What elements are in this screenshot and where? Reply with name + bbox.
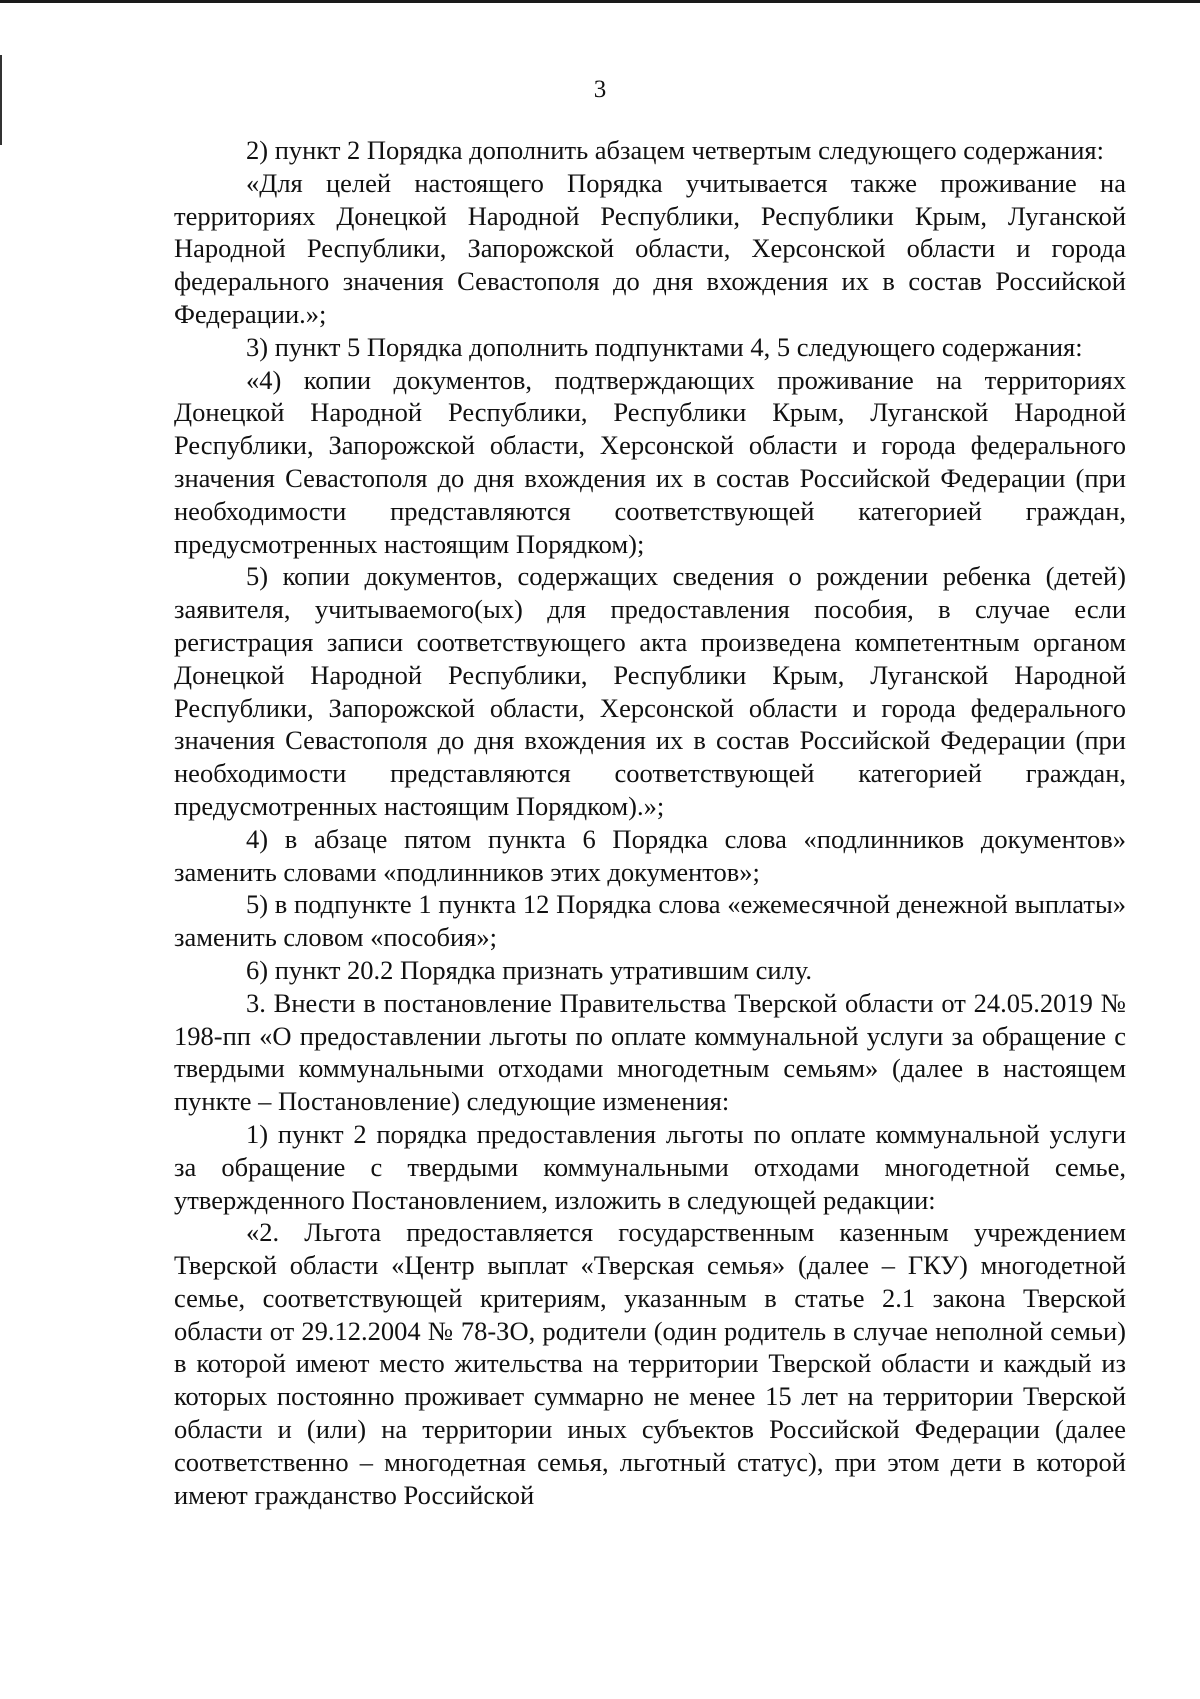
paragraph-item-5: 5) в подпункте 1 пункта 12 Порядка слова «ежемесячной денежной выплаты» заменить словом «пособия»; bbox=[174, 889, 1126, 953]
paragraph-item-2-quote: «Для целей настоящего Порядка учитывается также проживание на территориях Донецкой Народной Республики, Республики Крым, Луганской Народной Республики, Запорожской области, Херсонской области и города федерального значения Севастополя до дня вхождения их в состав Российской Федерации.»; bbox=[174, 167, 1126, 329]
paragraph-section-3: 3. Внести в постановление Правительства Тверской области от 24.05.2019 № 198-пп «О предоставлении льготы по оплате коммунальной услуги за обращение с твердыми коммунальными отходами многодетным семьям» (далее в настоящем пункте – Постановление) следующие изменения: bbox=[174, 987, 1126, 1117]
paragraph-item-6: 6) пункт 20.2 Порядка признать утратившим силу. bbox=[246, 954, 812, 985]
paragraph-subitem-4-quote: «4) копии документов, подтверждающих проживание на территориях Донецкой Народной Республики, Республики Крым, Луганской Народной Республики, Запорожской области, Херсонской области и города федерального значения Севастополя до дня вхождения их в состав Российской Федерации (при необходимости представляются соответствующей категорией граждан, предусмотренных настоящим Порядком); bbox=[174, 364, 1126, 559]
paragraph-section-3-item-1: 1) пункт 2 порядка предоставления льготы по оплате коммунальной услуги за обращение с твердыми коммунальными отходами многодетной семье, утвержденного Постановлением, изложить в следующей редакции: bbox=[174, 1118, 1126, 1215]
page-number: 3 bbox=[593, 76, 607, 103]
paragraph-subitem-5-quote: 5) копии документов, содержащих сведения о рождении ребенка (детей) заявителя, учитываемого(ых) для предоставления пособия, в случае если регистрация записи соответствующего акта произведена компетентным органом Донецкой Народной Республики, Республики Крым, Луганской Народной Республики, Запорожской области, Херсонской области и города федерального значения Севастополя до дня вхождения их в состав Российской Федерации (при необходимости представляются соответствующей категорией граждан, предусмотренных настоящим Порядком).»; bbox=[174, 561, 1126, 821]
paragraph-item-4: 4) в абзаце пятом пункта 6 Порядка слова «подлинников документов» заменить словами «подлинников этих документов»; bbox=[174, 823, 1126, 887]
paragraph-item-2-header: 2) пункт 2 Порядка дополнить абзацем четвертым следующего содержания: bbox=[246, 135, 1104, 165]
paragraph-section-3-quote: «2. Льгота предоставляется государственным казенным учреждением Тверской области «Центр выплат «Тверская семья» (далее – ГКУ) многодетной семье, соответствующей критериям, указанным в статье 2.1 закона Тверской области от 29.12.2004 № 78-ЗО, родители (один родитель в случае неполной семьи) в которой имеют место жительства на территории Тверской области и каждый из которых постоянно проживает суммарно не менее 15 лет на территории Тверской области и (или) на территории иных субъектов Российской Федерации (далее соответственно – многодетная семья, льготный статус), при этом дети в которой имеют гражданство Российской bbox=[174, 1217, 1126, 1510]
paragraph-item-3-header: 3) пункт 5 Порядка дополнить подпунктами 4, 5 следующего содержания: bbox=[246, 331, 1083, 362]
page-top-edge bbox=[0, 0, 1200, 3]
document-body bbox=[174, 134, 1126, 1511]
